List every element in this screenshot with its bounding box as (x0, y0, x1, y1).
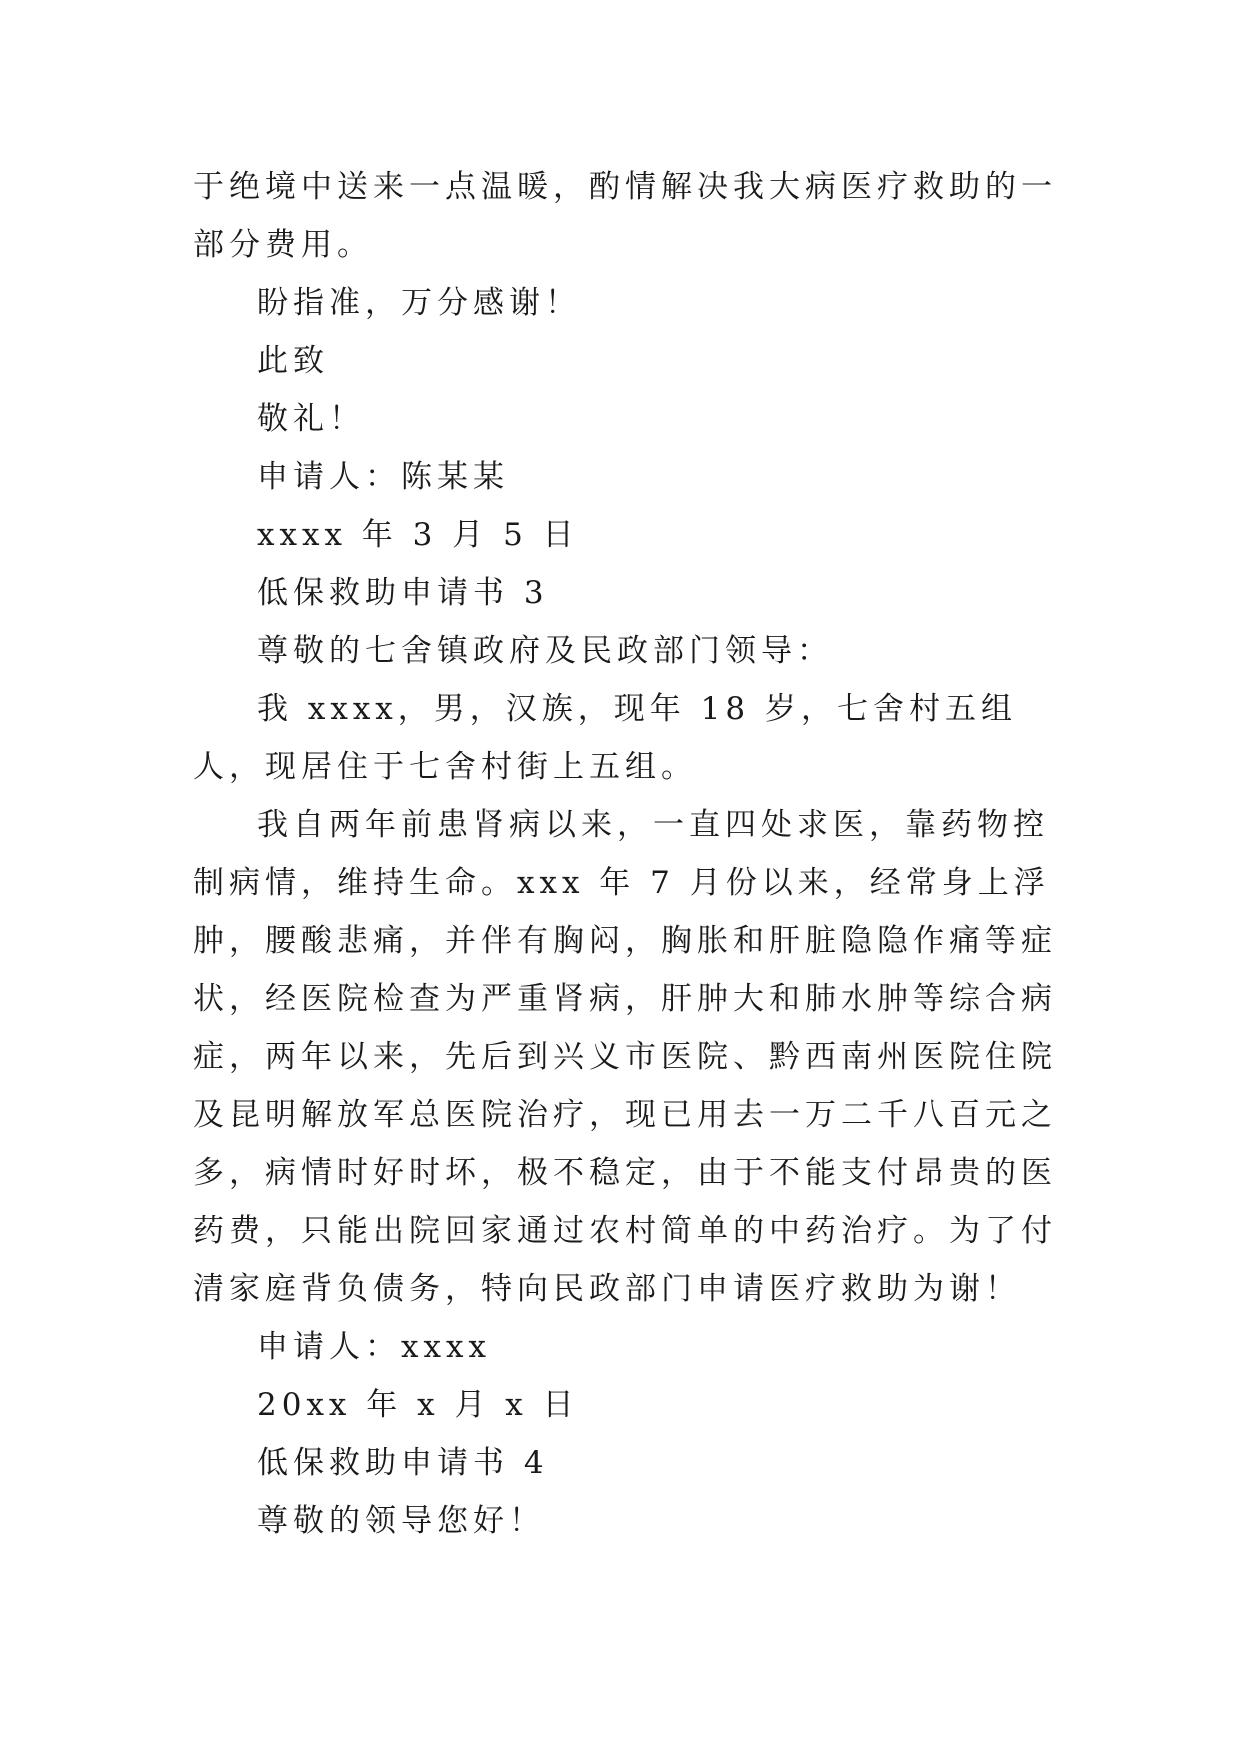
paragraph-illness-description: 我自两年前患肾病以来，一直四处求医，靠药物控制病情，维持生命。xxx 年 7 月份以来，经常身上浮肿，腰酸悲痛，并伴有胸闷，胸胀和肝脏隐隐作痛等症状，经医院检查为严重肾病，肝肿大和肺水肿等综合病症，两年以来，先后到兴义市医院、黔西南州医院住院及昆明解放军总医院治疗，现已用去一万二千八百元之多，病情时好时坏，极不稳定，由于不能支付昂贵的医药费，只能出院回家通过农村简单的中药治疗。为了付清家庭背负债务，特向民政部门申请医疗救助为谢！ (193, 807, 1057, 1307)
paragraph-applicant-1: 申请人：陈某某 (257, 459, 509, 495)
document-body (193, 158, 1071, 1550)
paragraph-fee-continuation: 于绝境中送来一点温暖，酌情解决我大病医疗救助的一部分费用。 (193, 169, 1057, 263)
paragraph-salutation-cizhi: 此致 (257, 343, 329, 379)
paragraph-salutation-jingli: 敬礼！ (257, 401, 365, 437)
paragraph-greeting-3: 尊敬的七舍镇政府及民政部门领导： (257, 633, 833, 669)
section-title-3: 低保救助申请书 3 (257, 575, 549, 611)
paragraph-thanks: 盼指准，万分感谢！ (257, 285, 581, 321)
paragraph-self-intro: 我 xxxx，男，汉族，现年 18 岁，七舍村五组人，现居住于七舍村街上五组。 (193, 691, 1017, 785)
paragraph-greeting-4: 尊敬的领导您好！ (257, 1503, 545, 1539)
section-title-4: 低保救助申请书 4 (257, 1445, 549, 1481)
paragraph-applicant-2: 申请人：xxxx (257, 1329, 491, 1365)
paragraph-date-2: 20xx 年 x 月 x 日 (257, 1387, 579, 1423)
paragraph-date-1: xxxx 年 3 月 5 日 (257, 517, 579, 553)
